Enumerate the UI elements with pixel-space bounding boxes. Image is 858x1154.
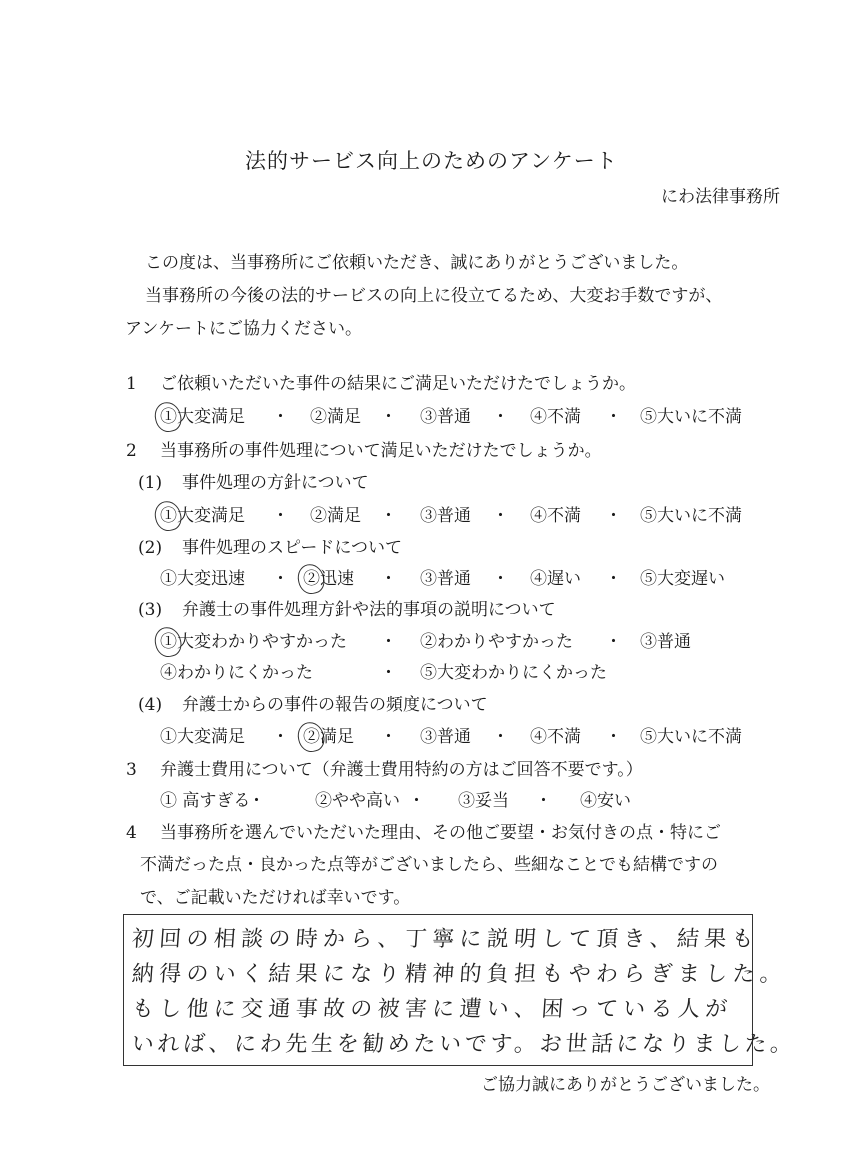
sub-number: (2) [138,538,163,558]
question-text: 弁護士費用について（弁護士費用特約の方はご回答不要です。） [160,760,643,780]
option[interactable]: ⑤大いに不満 [640,407,742,427]
option[interactable]: ②やや高い [315,791,400,811]
question-text: 当事務所を選んでいただいた理由、その他ご要望・お気付きの点・特にご [160,823,721,843]
separator: ・ [535,791,552,811]
option[interactable]: ②満足 [310,506,361,526]
separator: ・ [380,569,397,589]
question-number: 2 [126,441,137,461]
question-text: 当事務所の事件処理について満足いただけたでしょうか。 [160,441,602,461]
option[interactable]: ④遅い [530,569,581,589]
sub-number: (1) [138,473,163,493]
option[interactable]: ③普通 [420,727,471,747]
intro-line: 当事務所の今後の法的サービスの向上に役立てるため、大変お手数ですが、 [145,286,723,306]
option[interactable]: ①大変わかりやすかった [160,632,347,652]
question-number: 1 [126,374,137,394]
option[interactable]: ⑤大変遅い [640,569,725,589]
closing-message: ご協力誠にありがとうございました。 [481,1075,770,1095]
option[interactable]: ①大変満足 [160,727,245,747]
separator: ・ [380,407,397,427]
option[interactable]: ②わかりやすかった [420,632,573,652]
question-text: ご依頼いただいた事件の結果にご満足いただけたでしょうか。 [160,374,636,394]
separator: ・ [605,506,622,526]
sub-number: (3) [138,600,163,620]
option[interactable]: ① 高すぎる [160,791,251,811]
option[interactable]: ④不満 [530,506,581,526]
option[interactable]: ②迅速 [303,569,354,589]
option[interactable]: ③普通 [640,632,691,652]
sub-question-text: 事件処理のスピードについて [182,538,402,558]
option[interactable]: ③普通 [420,569,471,589]
option[interactable]: ③妥当 [458,791,509,811]
sub-number: (4) [138,695,163,715]
question-number: 4 [126,823,137,843]
separator: ・ [492,727,509,747]
separator: ・ [605,632,622,652]
question-number: 3 [126,760,137,780]
separator: ・ [605,727,622,747]
question-text: 不満だった点・良かった点等がございましたら、些細なことでも結構ですの [140,855,718,875]
option[interactable]: ①大変満足 [160,407,245,427]
separator: ・ [492,506,509,526]
separator: ・ [605,569,622,589]
separator: ・ [605,407,622,427]
option[interactable]: ②満足 [303,727,354,747]
question-text: で、ご記載いただければ幸いです。 [140,888,411,908]
separator: ・ [380,506,397,526]
handwritten-answer-line: 初回の相談の時から、丁寧に説明して頂き、結果も [130,927,760,952]
firm-name: にわ法律事務所 [661,187,780,207]
separator: ・ [272,407,289,427]
separator: ・ [272,506,289,526]
option[interactable]: ④安い [580,791,631,811]
separator: ・ [380,727,397,747]
option[interactable]: ①大変迅速 [160,569,245,589]
handwritten-answer-line: もし他に交通事故の被害に遭い、困っている人が [130,997,734,1022]
sub-question-text: 弁護士の事件処理方針や法的事項の説明について [182,600,556,620]
option[interactable]: ④わかりにくかった [160,663,313,683]
page-title: 法的サービス向上のためのアンケート [245,149,618,173]
handwritten-answer-line: 納得のいく結果になり精神的負担もやわらぎました。 [130,962,788,987]
option[interactable]: ③普通 [420,506,471,526]
option[interactable]: ④不満 [530,407,581,427]
handwritten-answer-line: いれば、にわ先生を勧めたいです。お世話になりました。 [130,1032,797,1057]
option[interactable]: ③普通 [420,407,471,427]
separator: ・ [248,791,265,811]
separator: ・ [380,663,397,683]
sub-question-text: 弁護士からの事件の報告の頻度について [182,695,488,715]
separator: ・ [492,407,509,427]
separator: ・ [492,569,509,589]
option[interactable]: ②満足 [310,407,361,427]
separator: ・ [272,569,289,589]
option[interactable]: ⑤大いに不満 [640,727,742,747]
option[interactable]: ④不満 [530,727,581,747]
intro-line: アンケートにご協力ください。 [125,319,362,339]
separator: ・ [380,632,397,652]
sub-question-text: 事件処理の方針について [182,473,369,493]
option[interactable]: ⑤大変わかりにくかった [420,663,607,683]
separator: ・ [408,791,425,811]
intro-line: この度は、当事務所にご依頼いただき、誠にありがとうございました。 [145,253,689,273]
option[interactable]: ⑤大いに不満 [640,506,742,526]
separator: ・ [272,727,289,747]
option[interactable]: ①大変満足 [160,506,245,526]
